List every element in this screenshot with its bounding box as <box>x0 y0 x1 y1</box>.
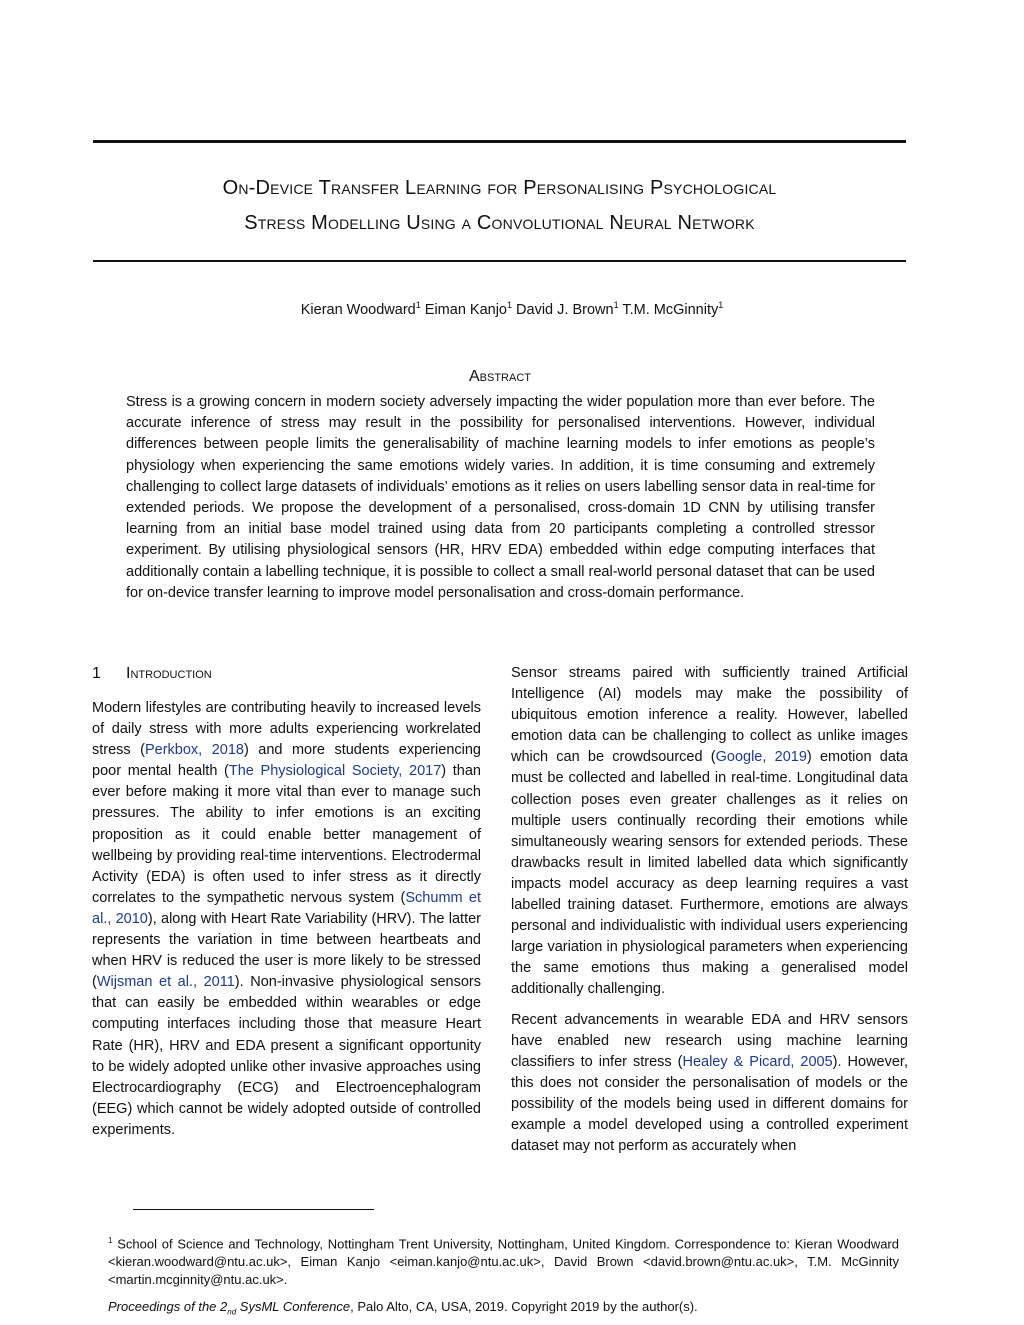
section-title: Introduction <box>126 665 212 682</box>
author-name: Kieran Woodward <box>300 301 416 318</box>
author-affil: 1 <box>718 300 724 310</box>
paper-title-line-1: On-Device Transfer Learning for Personalising Psychological <box>222 177 777 199</box>
text-run: ) and more students experiencing poor mental health ( <box>92 742 481 780</box>
text-run: ), along with Heart Rate Variability (HRV). The latter represents the variation in time between heartbeats and when HRV is reduced the user is more likely to be stressed ( <box>92 910 481 991</box>
proceedings-prefix: Proceedings of the 2 <box>108 1299 228 1314</box>
abstract-text: Stress is a growing concern in modern society adversely impacting the wider population more than ever before. The accurate inference of stress may result in the possibility for personalised interventions. However, individual differences between people limits the generalisability of machine learning models to infer emotions as people’s physiology when experiencing the same emotions widely varies. In addition, it is time consuming and extremely challenging to collect large datasets of individuals’ emotions as it relies on users labelling sensor data in real-time for extended periods. We propose the development of a personalised, cross-domain 1D CNN by utilising transfer learning from an initial base model trained using data from 20 participants completing a controlled stressor experiment. By utilising physiological sensors (HR, HRV EDA) embedded within edge computing interfaces that additionally contain a labelling technique, it is possible to collect a small real-world personal dataset that can be used for on-device transfer learning to improve model personalisation and cross-domain performance. <box>126 394 875 601</box>
footnote-text: School of Science and Technology, Nottingham Trent University, Nottingham, United Kingdom. Correspondence to: Kieran Woodward <kieran.woodward@ntu.ac.uk>, Eiman Kanjo <eiman.kanjo@ntu.ac.uk>, David Brown <david.brown@ntu.ac.uk>, T.M. McGinnity <martin.mcginnity@ntu.ac.uk>. <box>108 1236 899 1287</box>
citation-link[interactable]: Schumm et al., 2010 <box>92 889 481 927</box>
text-run: ) emotion data must be collected and labelled in real-time. Longitudinal data collection poses even greater challenges as it relies on multiple users continually recording their emotions while simultaneously wearing sensors for extended periods. These drawbacks result in limited labelled data which significantly impacts model accuracy as deep learning requires a vast labelled training dataset. Furthermore, emotions are always personal and individualistic with individual users experiencing large variation in physiological parameters when experiencing the same emotions thus making a generalised model additionally challenging. <box>511 749 908 998</box>
title-bottom-rule <box>93 260 906 262</box>
text-run: Sensor streams paired with sufficiently trained Artificial Intelligence (AI) models may make the possibility of ubiquitous emotion inference a reality. However, labelled emotion data can be challenging to collect as unlike images which can be crowdsourced ( <box>511 665 908 766</box>
proceedings-details: , Palo Alto, CA, USA, 2019. Copyright 2019 by the author(s). <box>350 1299 698 1314</box>
proceedings-ordinal: nd <box>227 1307 237 1317</box>
citation-link[interactable]: The Physiological Society, 2017 <box>228 763 442 780</box>
section-heading <box>92 665 212 683</box>
abstract-heading: Abstract <box>468 368 531 385</box>
citation-link[interactable]: Google, 2019 <box>715 749 807 766</box>
citation-link[interactable]: Wijsman et al., 2011 <box>96 974 235 991</box>
paper-title-line-2: Stress Modelling Using a Convolutional Neural Network <box>244 212 755 234</box>
proceedings-line <box>108 1299 698 1317</box>
text-run: ) than ever before making it more vital than ever to manage such pressures. The ability to infer emotions is an exciting proposition as it could enable better management of wellbeing by providing real-time interventions. Electrodermal Activity (EDA) is often used to infer stress as it directly correlates to the sympathetic nervous system ( <box>92 763 481 906</box>
footnote-rule <box>133 1209 374 1210</box>
author-affil: 1 <box>613 300 619 310</box>
author-affil: 1 <box>415 300 421 310</box>
author-name: David J. Brown <box>516 301 614 318</box>
citation-link[interactable]: Healey & Picard, 2005 <box>682 1053 833 1070</box>
section-number: 1 <box>92 665 101 682</box>
proceedings-conference: SysML Conference <box>236 1299 351 1314</box>
left-column <box>92 698 481 1150</box>
text-run: Recent advancements in wearable EDA and HRV sensors have enabled new research using machine learning classifiers to infer stress ( <box>511 1011 908 1070</box>
body-paragraph <box>511 663 908 1001</box>
footnote <box>108 1232 899 1289</box>
author-name: T.M. McGinnity <box>622 301 719 318</box>
top-rule <box>93 140 906 143</box>
author-affil: 1 <box>507 300 513 310</box>
intro-paragraph <box>92 698 481 1141</box>
text-run: ). However, this does not consider the personalisation of models or the possibility of the models being used in different domains for example a model developed using a controlled experiment dataset may not perform as accurately when <box>511 1053 908 1155</box>
citation-link[interactable]: Perkbox, 2018 <box>144 742 244 759</box>
text-run: ). Non-invasive physiological sensors that can easily be embedded within wearables or edge computing interfaces including those that measure Heart Rate (HR), HRV and EDA present a significant opportunity to be widely adopted unlike other invasive approaches using Electrocardiography (ECG) and Electroencephalogram (EEG) which cannot be widely adopted outside of controlled experiments. <box>92 974 481 1138</box>
author-list <box>0 300 1024 318</box>
text-run: Modern lifestyles are contributing heavily to increased levels of daily stress with more adults experiencing workrelated stress ( <box>92 700 481 759</box>
right-column <box>511 663 908 1166</box>
body-paragraph <box>511 1010 908 1158</box>
author-name: Eiman Kanjo <box>424 301 507 318</box>
footnote-mark: 1 <box>108 1236 113 1245</box>
